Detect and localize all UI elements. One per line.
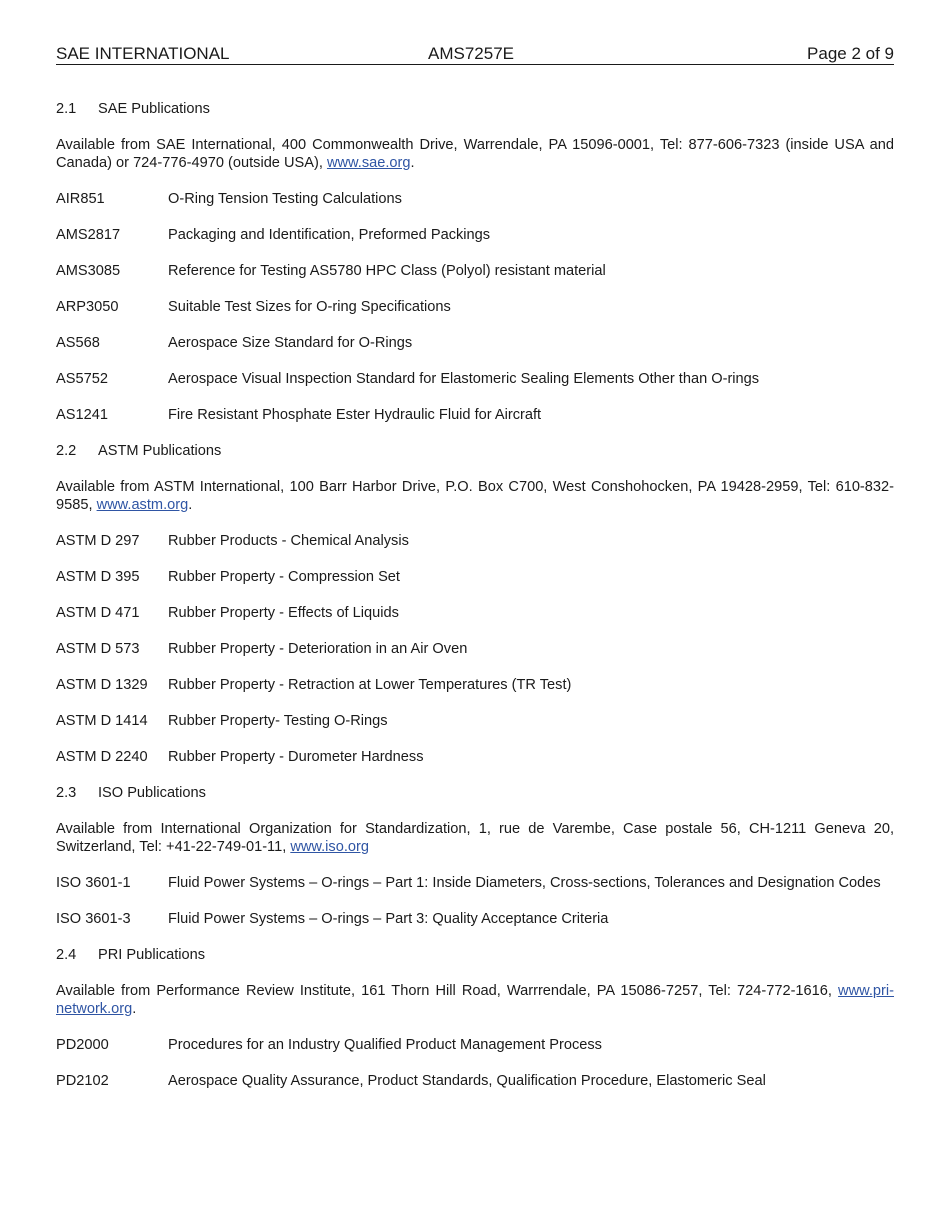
header-page-number: Page 2 of 9	[807, 44, 894, 63]
intro-punct: .	[132, 1001, 137, 1017]
ref-code: ASTM D 573	[56, 641, 140, 657]
section-heading	[56, 946, 894, 964]
section-astm-publications	[56, 442, 894, 766]
ref-title: Rubber Property - Durometer Hardness	[168, 749, 424, 765]
reference-row	[56, 298, 894, 316]
ref-title: Aerospace Quality Assurance, Product Standards, Qualification Procedure, Elastomeric Seal	[168, 1073, 766, 1089]
section-title: PRI Publications	[98, 947, 206, 963]
section-title: SAE Publications	[98, 101, 210, 117]
ref-title: Rubber Property - Retraction at Lower Temperatures (TR Test)	[168, 677, 572, 693]
ref-code: PD2102	[56, 1073, 109, 1089]
ref-title: Aerospace Size Standard for O-Rings	[168, 335, 413, 351]
ref-code: ASTM D 2240	[56, 749, 148, 765]
ref-title: Packaging and Identification, Preformed Packings	[168, 227, 491, 243]
iso-website-link[interactable]: www.iso.org	[290, 839, 369, 855]
ref-code: AS1241	[56, 407, 108, 423]
section-intro	[56, 136, 894, 172]
section-number: 2.3	[56, 785, 77, 801]
ref-title: Rubber Property- Testing O-Rings	[168, 713, 388, 729]
reference-row	[56, 640, 894, 658]
header-doc-number: AMS7257E	[428, 44, 514, 63]
reference-row	[56, 262, 894, 280]
ref-title: Suitable Test Sizes for O-ring Specifications	[168, 299, 451, 315]
section-number: 2.4	[56, 947, 77, 963]
intro-text: Available from ASTM International, 100 Barr Harbor Drive, P.O. Box C700, West Conshohocken, PA 19428-2959, Tel: 610-832-9585,	[56, 479, 894, 513]
section-number: 2.1	[56, 101, 77, 117]
ref-code: ASTM D 297	[56, 533, 140, 549]
ref-code: ASTM D 395	[56, 569, 140, 585]
section-heading	[56, 442, 894, 460]
ref-code: AMS2817	[56, 227, 121, 243]
ref-code: PD2000	[56, 1037, 109, 1053]
ref-code: ASTM D 1329	[56, 677, 148, 693]
section-intro	[56, 982, 894, 1018]
reference-row	[56, 532, 894, 550]
ref-title: O-Ring Tension Testing Calculations	[168, 191, 402, 207]
header-org: SAE INTERNATIONAL	[56, 44, 230, 63]
ref-title: Fire Resistant Phosphate Ester Hydraulic Fluid for Aircraft	[168, 407, 542, 423]
reference-row	[56, 910, 894, 928]
reference-row	[56, 748, 894, 766]
ref-code: AS5752	[56, 371, 108, 387]
reference-row	[56, 190, 894, 208]
reference-row	[56, 676, 894, 694]
astm-website-link[interactable]: www.astm.org	[96, 497, 189, 513]
section-intro	[56, 820, 894, 856]
intro-punct: .	[188, 497, 193, 513]
page-header	[56, 44, 894, 65]
ref-title: Fluid Power Systems – O-rings – Part 1: Inside Diameters, Cross-sections, Tolerances and Designation Codes	[168, 875, 881, 891]
ref-title: Rubber Property - Effects of Liquids	[168, 605, 399, 621]
reference-row	[56, 370, 894, 388]
ref-title: Rubber Products - Chemical Analysis	[168, 533, 409, 549]
ref-code: ASTM D 471	[56, 605, 140, 621]
section-title: ISO Publications	[98, 785, 206, 801]
ref-code: ASTM D 1414	[56, 713, 148, 729]
section-heading	[56, 784, 894, 802]
ref-title: Fluid Power Systems – O-rings – Part 3: Quality Acceptance Criteria	[168, 911, 609, 927]
section-intro	[56, 478, 894, 514]
reference-row	[56, 334, 894, 352]
ref-code: ISO 3601-1	[56, 875, 131, 891]
section-sae-publications	[56, 100, 894, 424]
ref-code: ARP3050	[56, 299, 119, 315]
section-pri-publications	[56, 946, 894, 1090]
ref-title: Rubber Property - Deterioration in an Air Oven	[168, 641, 468, 657]
reference-row	[56, 1036, 894, 1054]
section-number: 2.2	[56, 443, 77, 459]
reference-row	[56, 226, 894, 244]
reference-row	[56, 604, 894, 622]
ref-title: Aerospace Visual Inspection Standard for Elastomeric Sealing Elements Other than O-rings	[168, 371, 760, 387]
section-title: ASTM Publications	[98, 443, 222, 459]
pri-website-link[interactable]: www.pri-network.org	[56, 983, 894, 1017]
intro-text: Available from Performance Review Institute, 161 Thorn Hill Road, Warrrendale, PA 15086-7257, Tel: 724-772-1616,	[56, 983, 839, 999]
ref-title: Rubber Property - Compression Set	[168, 569, 400, 585]
reference-row	[56, 712, 894, 730]
reference-row	[56, 406, 894, 424]
reference-row	[56, 568, 894, 586]
ref-code: AMS3085	[56, 263, 121, 279]
intro-text: Available from SAE International, 400 Commonwealth Drive, Warrendale, PA 15096-0001, Tel: 877-606-7323 (inside USA and Canada) or 724-776-4970 (outside USA),	[56, 137, 894, 171]
reference-row	[56, 874, 894, 892]
ref-code: AIR851	[56, 191, 105, 207]
sae-website-link[interactable]: www.sae.org	[326, 155, 411, 171]
ref-title: Procedures for an Industry Qualified Product Management Process	[168, 1037, 602, 1053]
ref-title: Reference for Testing AS5780 HPC Class (Polyol) resistant material	[168, 263, 606, 279]
intro-text: Available from International Organization for Standardization, 1, rue de Varembe, Case postale 56, CH-1211 Geneva 20, Switzerland, Tel: +41-22-749-01-11,	[56, 821, 894, 855]
section-heading	[56, 100, 894, 118]
section-iso-publications	[56, 784, 894, 928]
reference-row	[56, 1072, 894, 1090]
ref-code: AS568	[56, 335, 100, 351]
intro-punct: .	[410, 155, 415, 171]
ref-code: ISO 3601-3	[56, 911, 131, 927]
